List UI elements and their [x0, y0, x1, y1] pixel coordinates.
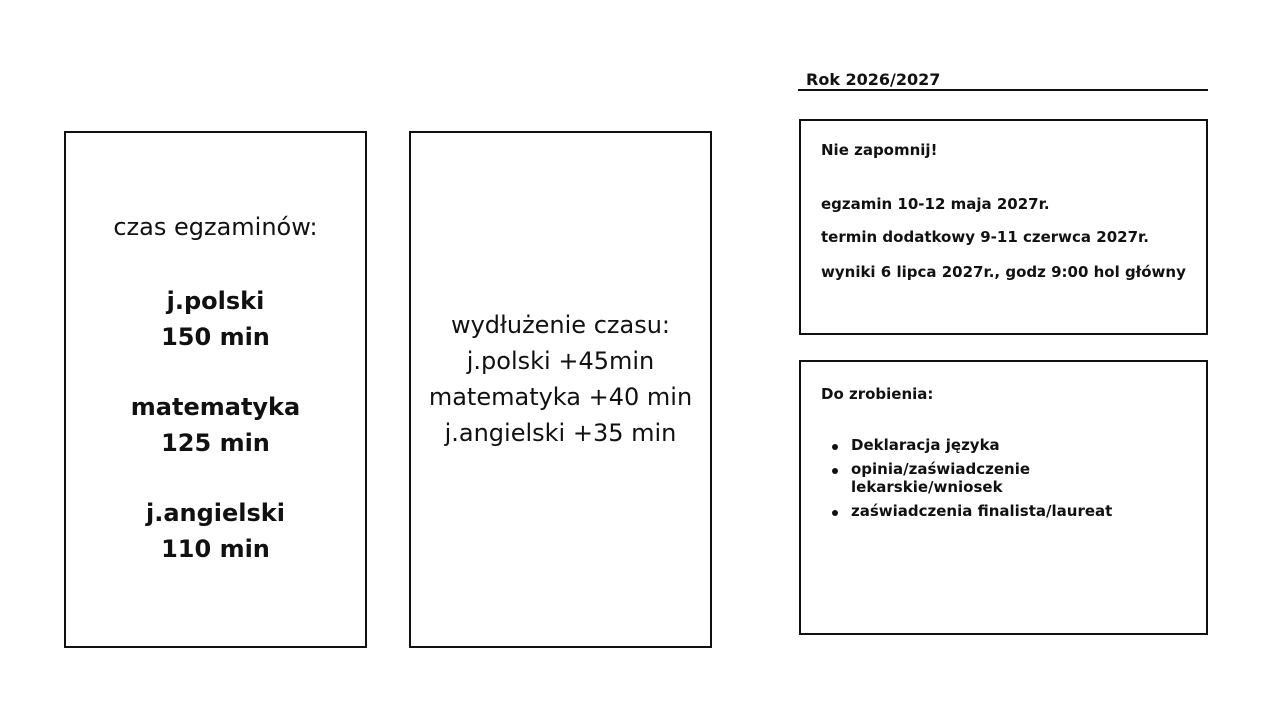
todo-item-text: Deklaracja języka [851, 436, 1000, 454]
bullet-icon [832, 468, 838, 474]
subject-duration: 150 min [161, 323, 270, 351]
extension-line-english: j.angielski +35 min [444, 419, 677, 447]
list-item [821, 502, 1181, 520]
reminder-additional-term: termin dodatkowy 9-11 czerwca 2027r. [821, 228, 1149, 246]
exam-subject-english [66, 495, 365, 567]
exam-subject-polish [66, 283, 365, 355]
todo-heading: Do zrobienia: [821, 385, 934, 403]
subject-duration: 125 min [161, 429, 270, 457]
reminder-heading: Nie zapomnij! [821, 141, 938, 159]
exam-times-card [64, 131, 367, 648]
todo-item-continuation: lekarskie/wniosek [851, 478, 1003, 496]
year-title: Rok 2026/2027 [806, 70, 941, 89]
subject-name: j.angielski [145, 499, 285, 527]
list-item [821, 436, 1181, 454]
extension-line-math: matematyka +40 min [428, 383, 693, 411]
todo-item-text: opinia/zaświadczenie [851, 460, 1031, 478]
subject-name: j.polski [166, 287, 265, 315]
todo-item-text: zaświadczenia finalista/laureat [851, 502, 1113, 520]
todo-card [799, 360, 1208, 635]
reminder-results: wyniki 6 lipca 2027r., godz 9:00 hol główny [821, 263, 1186, 281]
list-item [821, 460, 1181, 496]
subject-duration: 110 min [161, 535, 270, 563]
exam-subject-math [66, 389, 365, 461]
todo-list [821, 436, 1181, 526]
subject-name: matematyka [130, 393, 301, 421]
exam-times-heading: czas egzaminów: [113, 213, 318, 241]
time-extension-card [409, 131, 712, 648]
extension-line-polish: j.polski +45min [466, 347, 655, 375]
extension-heading: wydłużenie czasu: [450, 311, 671, 339]
bullet-icon [832, 444, 838, 450]
reminder-card [799, 119, 1208, 335]
time-extension-text [411, 307, 710, 451]
reminder-exam-dates: egzamin 10-12 maja 2027r. [821, 195, 1050, 213]
year-title-underline [798, 89, 1208, 91]
bullet-icon [832, 510, 838, 516]
